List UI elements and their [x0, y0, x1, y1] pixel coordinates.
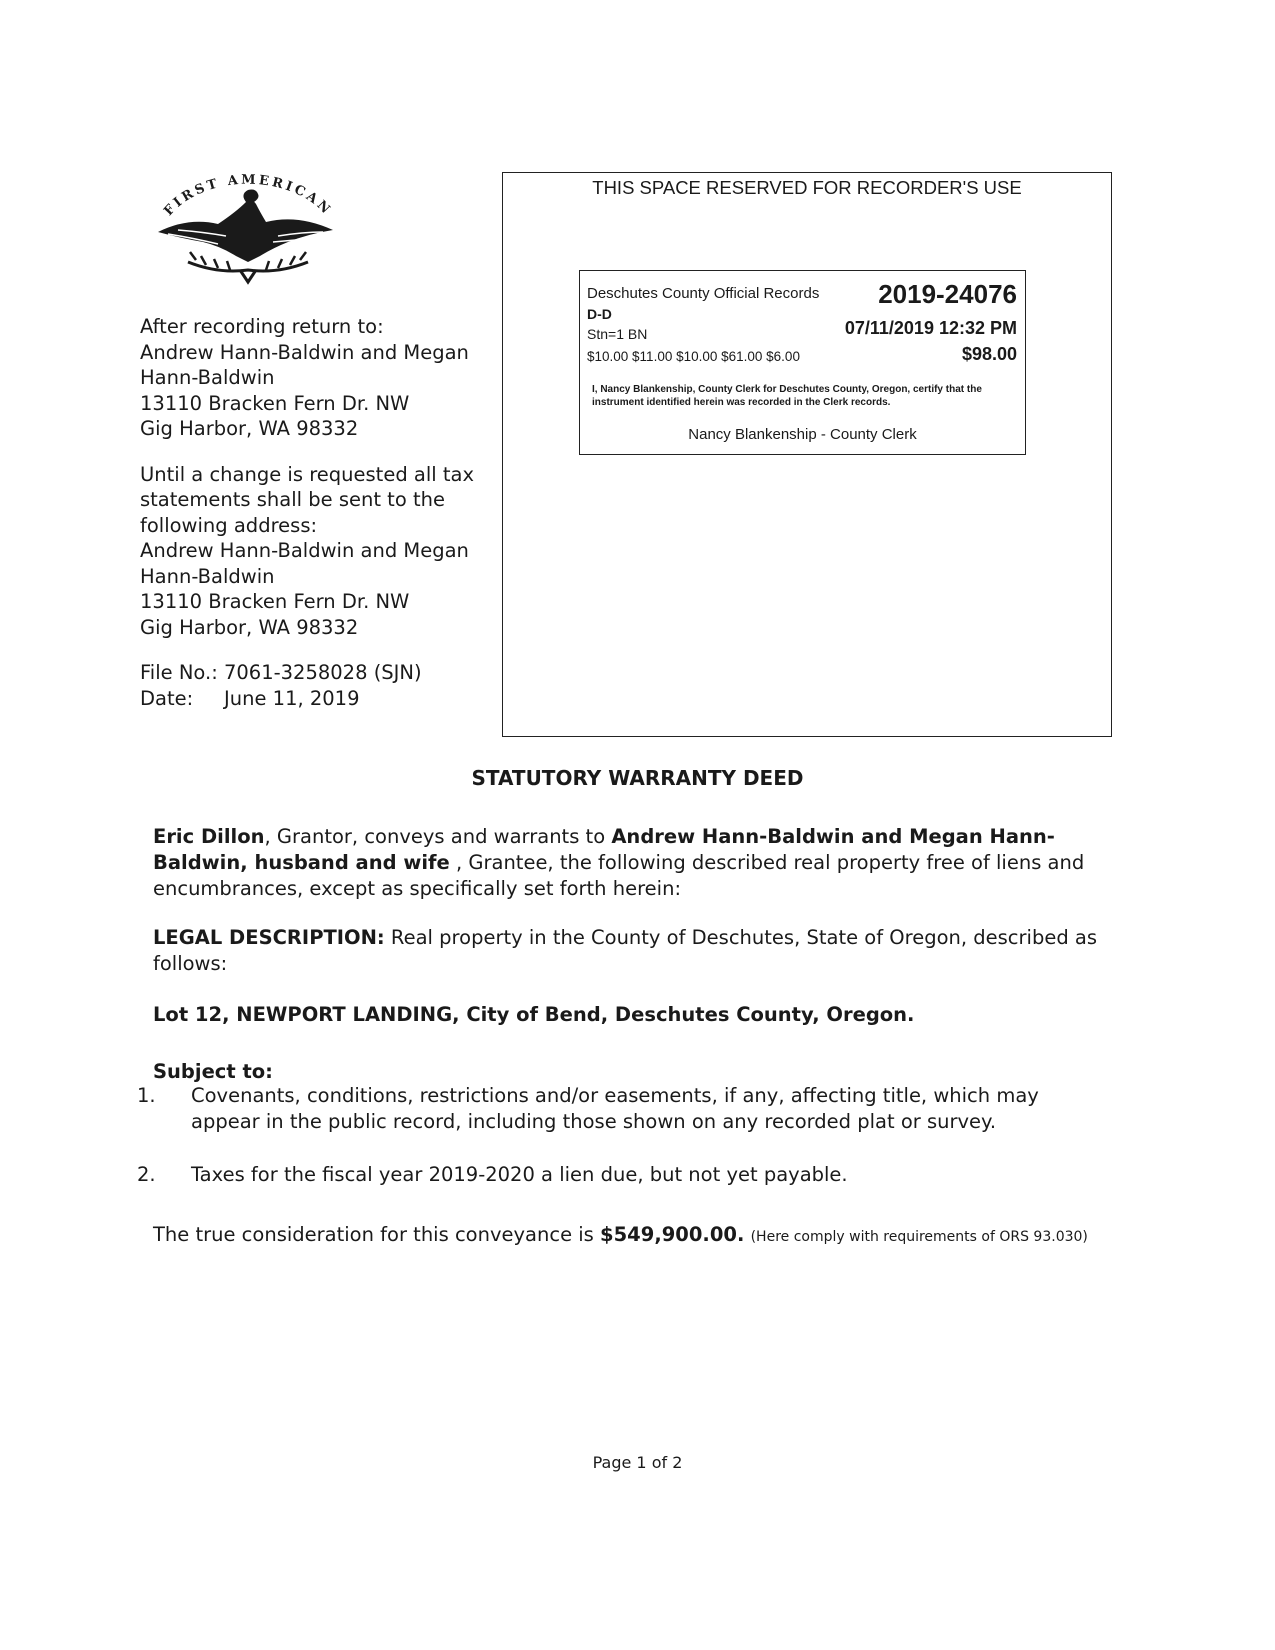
grant-paragraph	[153, 824, 1113, 902]
consideration-note: (Here comply with requirements of ORS 93.030)	[750, 1229, 1088, 1245]
date-value: June 11, 2019	[224, 686, 360, 710]
file-number-label: File No.:	[140, 661, 218, 684]
page-number	[0, 1453, 1275, 1472]
address-column	[140, 314, 475, 731]
grantee-text: , Grantee, the following described real property free of liens and encumbrances, except as specifically set forth herein:	[153, 851, 1085, 900]
list-item-text: Taxes for the fiscal year 2019-2020 a lien due, but not yet payable.	[191, 1163, 848, 1186]
document-title: STATUTORY WARRANTY DEED	[471, 766, 804, 790]
date-row	[140, 686, 460, 712]
tax-name-line2: Hann-Baldwin	[140, 564, 275, 588]
return-to-block	[140, 314, 469, 442]
consideration-text: The true consideration for this conveyance is	[153, 1223, 601, 1246]
page-total: 2	[672, 1453, 683, 1472]
return-name-line1: Andrew Hann-Baldwin and Megan	[140, 340, 469, 364]
tax-statements-block	[140, 462, 475, 641]
page-current: 1	[636, 1453, 647, 1472]
tax-line1: Until a change is requested all tax	[140, 462, 475, 486]
stamp-clerk: Nancy Blankenship - County Clerk	[688, 426, 917, 443]
list-item-number: 2.	[137, 1163, 156, 1186]
stamp-certification: I, Nancy Blankenship, County Clerk for Deschutes County, Oregon, certify that the instrument identified herein was recorded in the Clerk records.	[592, 384, 982, 408]
recorder-title: THIS SPACE RESERVED FOR RECORDER'S USE	[592, 177, 1022, 198]
legal-label: LEGAL DESCRIPTION:	[153, 926, 385, 949]
list-item-text: Covenants, conditions, restrictions and/or easements, if any, affecting title, which may appear in the public record, including those shown on any recorded plat or survey.	[191, 1084, 1039, 1133]
tax-line3: following address:	[140, 513, 318, 537]
return-name-line2: Hann-Baldwin	[140, 366, 275, 389]
date-label: Date:	[140, 686, 194, 710]
stamp-county: Deschutes County Official Records	[587, 285, 820, 302]
list-item-number: 1.	[137, 1084, 156, 1107]
file-info-block	[140, 660, 460, 711]
grantee-names: Andrew Hann-Baldwin and Megan Hann-Baldwin, husband and wife	[153, 825, 1055, 874]
first-american-logo	[148, 172, 348, 292]
tax-line2: statements shall be sent to the	[140, 488, 445, 511]
stamp-stn: Stn=1 BN	[587, 326, 648, 342]
subject-to-label: Subject to:	[153, 1060, 273, 1083]
file-number-value: 7061-3258028 (SJN)	[223, 661, 422, 684]
conveys-text: , Grantor, conveys and warrants to	[264, 825, 612, 848]
return-heading: After recording return to:	[140, 315, 384, 338]
lot-description: Lot 12, NEWPORT LANDING, City of Bend, Deschutes County, Oregon.	[153, 1003, 915, 1026]
tax-street: 13110 Bracken Fern Dr. NW	[140, 590, 410, 613]
stamp-doc-type: D-D	[587, 306, 612, 322]
stamp-record-number: 2019-24076	[878, 279, 1017, 309]
legal-text: Real property in the County of Deschutes, State of Oregon, described as follows:	[153, 926, 1098, 975]
stamp-fees: $10.00 $11.00 $10.00 $61.00 $6.00	[587, 349, 800, 364]
grantor-name: Eric Dillon	[153, 825, 265, 848]
consideration-amount: $549,900.00.	[600, 1223, 745, 1246]
stamp-datetime: 07/11/2019 12:32 PM	[844, 318, 1017, 338]
page-label: Page	[592, 1453, 632, 1472]
recording-stamp	[579, 270, 1026, 455]
consideration-paragraph	[153, 1222, 1113, 1250]
legal-description	[153, 925, 1113, 977]
logo-text: FIRST AMERICAN	[161, 172, 335, 220]
return-city: Gig Harbor, WA 98332	[140, 417, 359, 440]
return-street: 13110 Bracken Fern Dr. NW	[140, 391, 410, 415]
page-of: of	[651, 1453, 668, 1472]
tax-name-line1: Andrew Hann-Baldwin and Megan	[140, 539, 469, 562]
stamp-total: $98.00	[961, 344, 1017, 364]
tax-city: Gig Harbor, WA 98332	[140, 615, 359, 639]
eagle-icon	[148, 172, 348, 292]
file-number-row	[140, 660, 460, 686]
